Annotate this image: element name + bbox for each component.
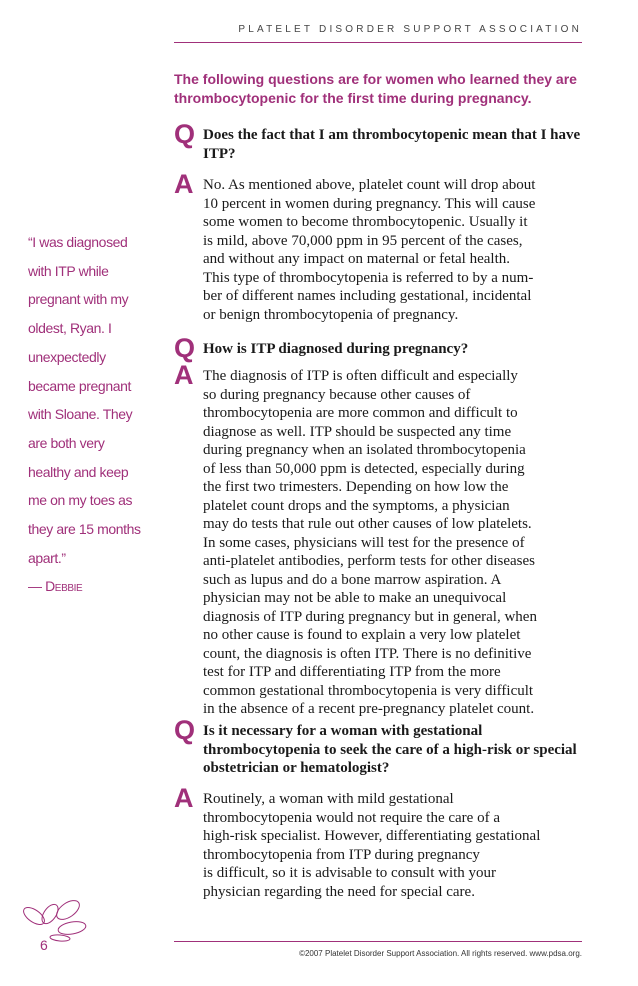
q-marker: Q (174, 715, 196, 745)
answer-text (203, 790, 594, 901)
header-rule (174, 42, 582, 43)
answer-block-3 (174, 783, 594, 901)
answer-line: This type of thrombocytopenia is referred to by a num- (203, 269, 534, 286)
answer-line: such as lupus and do a bone marrow aspiration. A (203, 571, 502, 588)
answer-text (203, 176, 594, 324)
answer-line: common gestational thrombocytopenia is very difficult (203, 682, 534, 699)
answer-line: is difficult, so it is advisable to consult with your (203, 865, 497, 881)
answer-line: thrombocytopenia would not require the care of a (203, 809, 500, 826)
question-block-2 (174, 333, 594, 363)
answer-line: diagnosis of ITP during pregnancy but in general, when (203, 608, 537, 625)
answer-line: some women to become thrombocytopenic. Usually it (203, 214, 528, 230)
q-marker: Q (174, 333, 196, 363)
intro-text: The following questions are for women who learned they are thrombocytopenic for the first time during pregnancy. (174, 71, 577, 106)
answer-line: no other cause is found to explain a very low platelet (203, 627, 521, 643)
quote-text: “I was diagnosed with ITP while pregnant with my oldest, Ryan. I unexpectedly became pregnant with Sloane. They are both very healthy and keep me on my toes as they are 15 months apart.” (28, 234, 141, 566)
copyright-text: ©2007 Platelet Disorder Support Association. All rights reserved. www.pdsa.org. (299, 949, 582, 958)
answer-line: or benign thrombocytopenia of pregnancy. (203, 306, 459, 323)
answer-line: thrombocytopenia are more common and difficult to (203, 405, 518, 421)
question-block-3 (174, 715, 594, 778)
answer-line: thrombocytopenia from ITP during pregnancy (203, 846, 480, 863)
answer-line: No. As mentioned above, platelet count will drop about (203, 177, 536, 193)
answer-line: physician may not be able to make an unequivocal (203, 590, 507, 606)
answer-line: may do tests that rule out other causes of low platelets. (203, 516, 532, 532)
answer-line: anti-platelet antibodies, perform tests for other diseases (203, 553, 535, 569)
flower-petals-icon (20, 896, 90, 942)
a-marker: A (174, 783, 194, 813)
answer-line: is mild, above 70,000 ppm in 95 percent of the cases, (203, 232, 523, 249)
page-number: 6 (40, 937, 48, 953)
answer-line: test for ITP and differentiating ITP from the more (203, 664, 501, 680)
footer-rule (174, 941, 582, 942)
answer-line: diagnose as well. ITP should be suspected any time (203, 423, 512, 440)
answer-line: during pregnancy when an isolated thrombocytopenia (203, 442, 526, 458)
answer-line: so during pregnancy because other causes of (203, 386, 471, 403)
pull-quote (28, 228, 148, 601)
answer-line: In some cases, physicians will test for the presence of (203, 534, 525, 551)
a-marker: A (174, 360, 194, 390)
answer-block-1 (174, 169, 594, 324)
answer-line: platelet count drops and the symptoms, a physician (203, 497, 510, 514)
question-text: Is it necessary for a woman with gestational thrombocytopenia to seek the care of a high-risk or special obstetrician or hematologist? (203, 723, 577, 776)
question-block-1 (174, 119, 594, 163)
question-text: How is ITP diagnosed during pregnancy? (203, 341, 469, 357)
question-text: Does the fact that I am thrombocytopenic mean that I have ITP? (203, 127, 581, 162)
quote-author: — Debbie (28, 578, 83, 595)
q-marker: Q (174, 119, 196, 149)
answer-line: high-risk specialist. However, differentiating gestational (203, 828, 541, 844)
answer-line: and without any impact on maternal or fetal health. (203, 251, 510, 267)
answer-line: Routinely, a woman with mild gestational (203, 791, 454, 807)
answer-line: count, the diagnosis is often ITP. There is no definitive (203, 645, 532, 662)
answer-line: The diagnosis of ITP is often difficult and especially (203, 368, 518, 384)
answer-line: in the absence of a recent pre-pregnancy platelet count. (203, 701, 535, 717)
answer-line: ber of different names including gestational, incidental (203, 288, 532, 304)
answer-text (203, 367, 594, 719)
organization-header: PLATELET DISORDER SUPPORT ASSOCIATION (238, 24, 582, 35)
a-marker: A (174, 169, 194, 199)
answer-line: 10 percent in women during pregnancy. This will cause (203, 195, 536, 212)
answer-line: of less than 50,000 ppm is detected, especially during (203, 460, 525, 477)
answer-block-2 (174, 360, 594, 719)
answer-line: physician regarding the need for special care. (203, 883, 475, 900)
answer-line: the first two trimesters. Depending on how low the (203, 479, 509, 495)
